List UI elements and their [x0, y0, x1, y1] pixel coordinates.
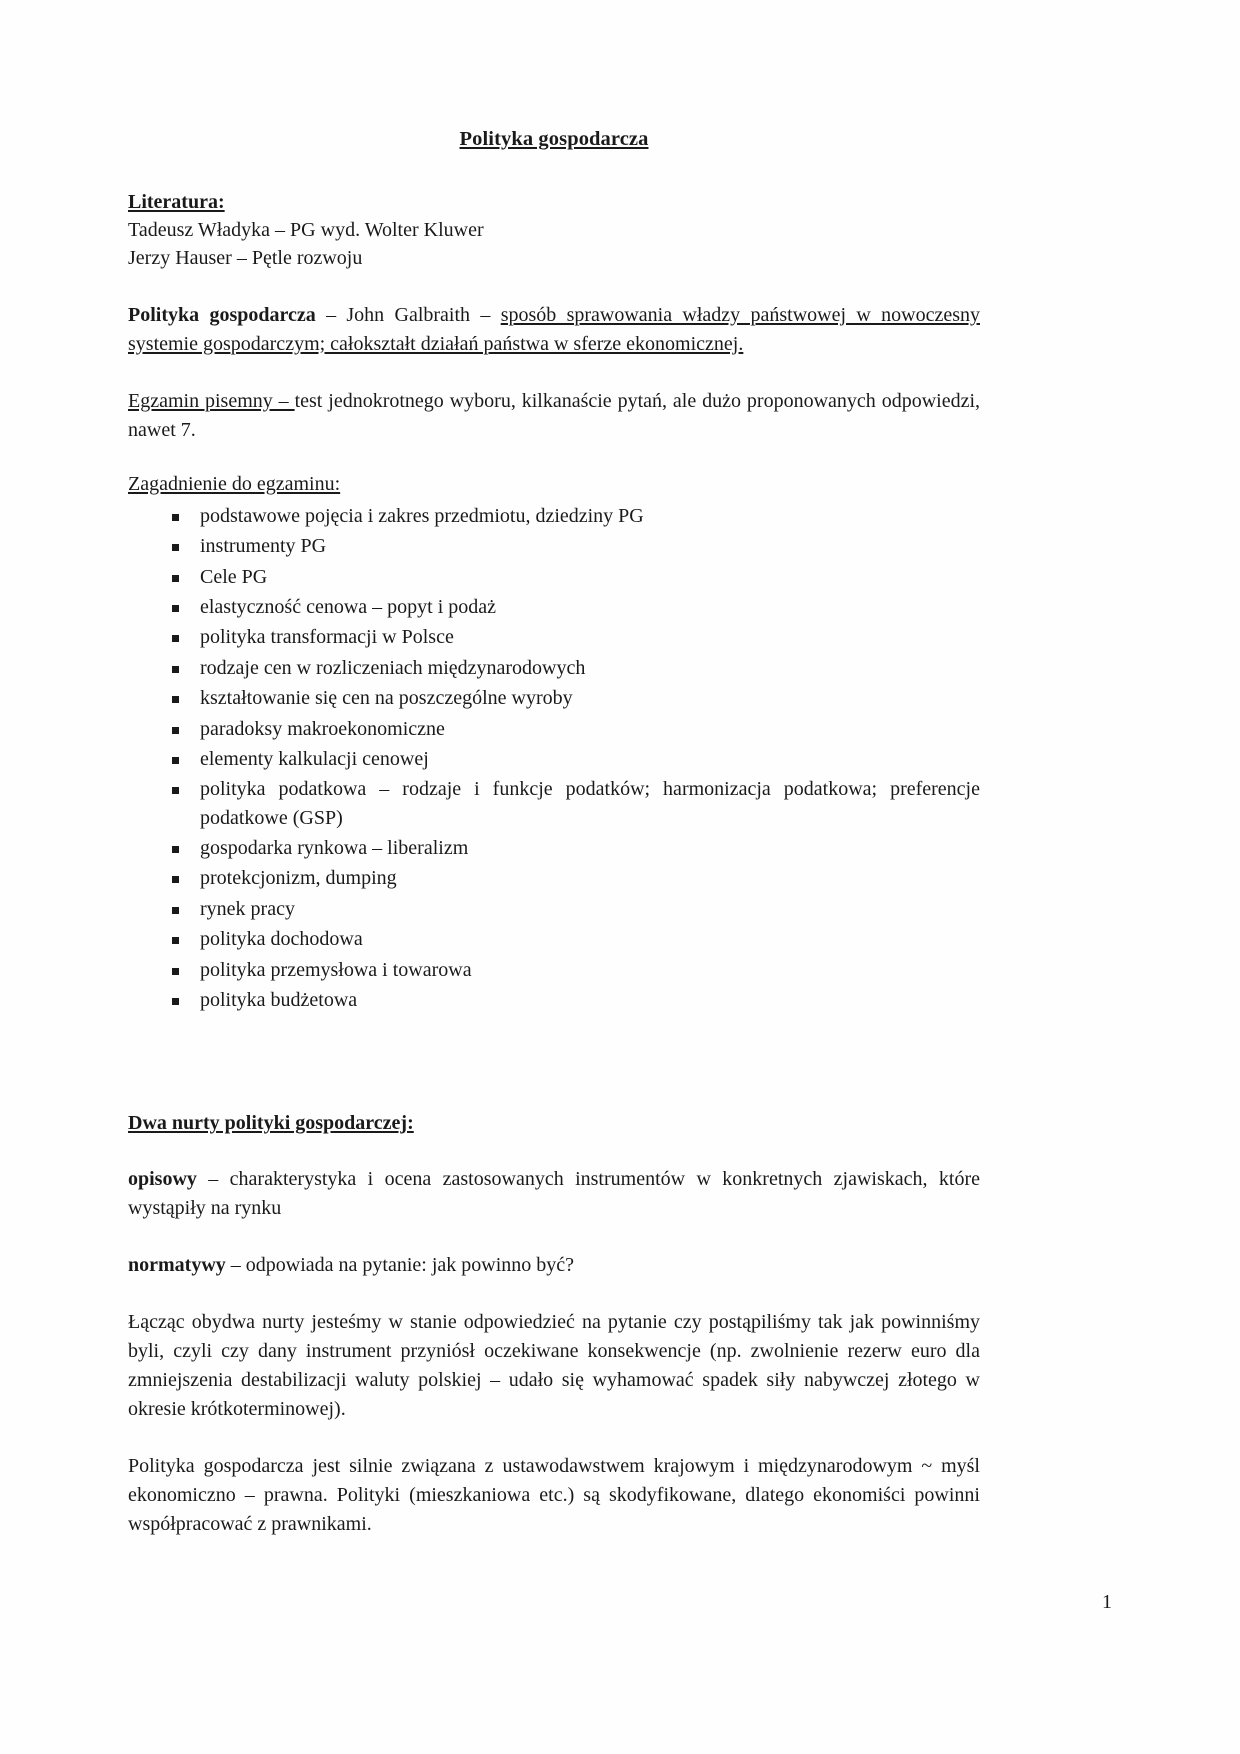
normative-text: – odpowiada na pytanie: jak powinno być? — [225, 1254, 575, 1277]
streams-section — [128, 1112, 980, 1539]
topics-heading: Zagadnienie do egzaminu: — [128, 472, 341, 495]
topics-list — [128, 502, 980, 1015]
exam-text: test jednokrotnego wyboru, kilkanaście pytań, ale dużo proponowanych odpowiedzi, nawet 7. — [128, 389, 981, 441]
list-item: polityka transformacji w Polsce — [128, 623, 980, 651]
literature-heading: Literatura: — [128, 191, 225, 213]
document-body — [128, 128, 980, 1539]
list-item: rynek pracy — [128, 895, 980, 923]
page-title — [128, 128, 980, 151]
definition-attribution: – John Galbraith – — [315, 303, 501, 326]
exam-label: Egzamin pisemny – — [128, 389, 295, 412]
descriptive-text: – charakterystyka i ocena zastosowanych instrumentów w konkretnych zjawiskach, które wystąpiły na rynku — [128, 1168, 980, 1220]
streams-heading: Dwa nurty polityki gospodarczej: — [128, 1112, 414, 1135]
literature-section — [128, 191, 980, 273]
page-number: 1 — [1102, 1591, 1112, 1613]
normative-paragraph — [128, 1251, 980, 1280]
list-item: elastyczność cenowa – popyt i podaż — [128, 593, 980, 621]
list-item: polityka dochodowa — [128, 925, 980, 953]
normative-term: normatywy — [128, 1254, 226, 1277]
list-item: rodzaje cen w rozliczeniach międzynarodowych — [128, 654, 980, 682]
list-item: elementy kalkulacji cenowej — [128, 745, 980, 773]
definition-underlined: sposób sprawowania władzy państwowej w nowoczesny systemie gospodarczym; całokształt działań państwa w sferze ekonomicznej. — [128, 303, 980, 355]
descriptive-term: opisowy — [128, 1168, 197, 1191]
list-item: podstawowe pojęcia i zakres przedmiotu, dziedziny PG — [128, 502, 980, 530]
list-item: Cele PG — [128, 563, 980, 591]
combined-paragraph: Łącząc obydwa nurty jesteśmy w stanie odpowiedzieć na pytanie czy postąpiliśmy tak jak powinniśmy byli, czyli czy dany instrument przyniósł oczekiwane konsekwencje (np. zwolnienie rezerw euro dla zmniejszenia destabilizacji waluty polskiej – udało się wyhamować spadek siły nabywczej złotego w okresie krótkoterminowej). — [128, 1311, 980, 1421]
closing-paragraph: Polityka gospodarcza jest silnie związana z ustawodawstwem krajowym i międzynarodowym ~ myśl ekonomiczno – prawna. Polityki (mieszkaniowa etc.) są skodyfikowane, dlatego ekonomiści powinni współpracować z prawnikami. — [128, 1455, 980, 1536]
exam-paragraph — [128, 387, 980, 445]
topics-section — [128, 473, 980, 1015]
list-item: polityka przemysłowa i towarowa — [128, 956, 980, 984]
page-title-text: Polityka gospodarcza — [459, 128, 649, 150]
list-item: paradoksy makroekonomiczne — [128, 715, 980, 743]
list-item: gospodarka rynkowa – liberalizm — [128, 834, 980, 862]
literature-entry: Jerzy Hauser – Pętle rozwoju — [128, 247, 363, 270]
definition-paragraph — [128, 301, 980, 359]
list-item: protekcjonizm, dumping — [128, 864, 980, 892]
list-item: polityka budżetowa — [128, 986, 980, 1014]
list-item: instrumenty PG — [128, 532, 980, 560]
literature-entry: Tadeusz Władyka – PG wyd. Wolter Kluwer — [128, 219, 484, 241]
list-item: polityka podatkowa – rodzaje i funkcje podatków; harmonizacja podatkowa; preferencje podatkowe (GSP) — [128, 775, 980, 832]
definition-term: Polityka gospodarcza — [128, 303, 316, 326]
descriptive-paragraph — [128, 1165, 980, 1223]
list-item: kształtowanie się cen na poszczególne wyroby — [128, 684, 980, 712]
